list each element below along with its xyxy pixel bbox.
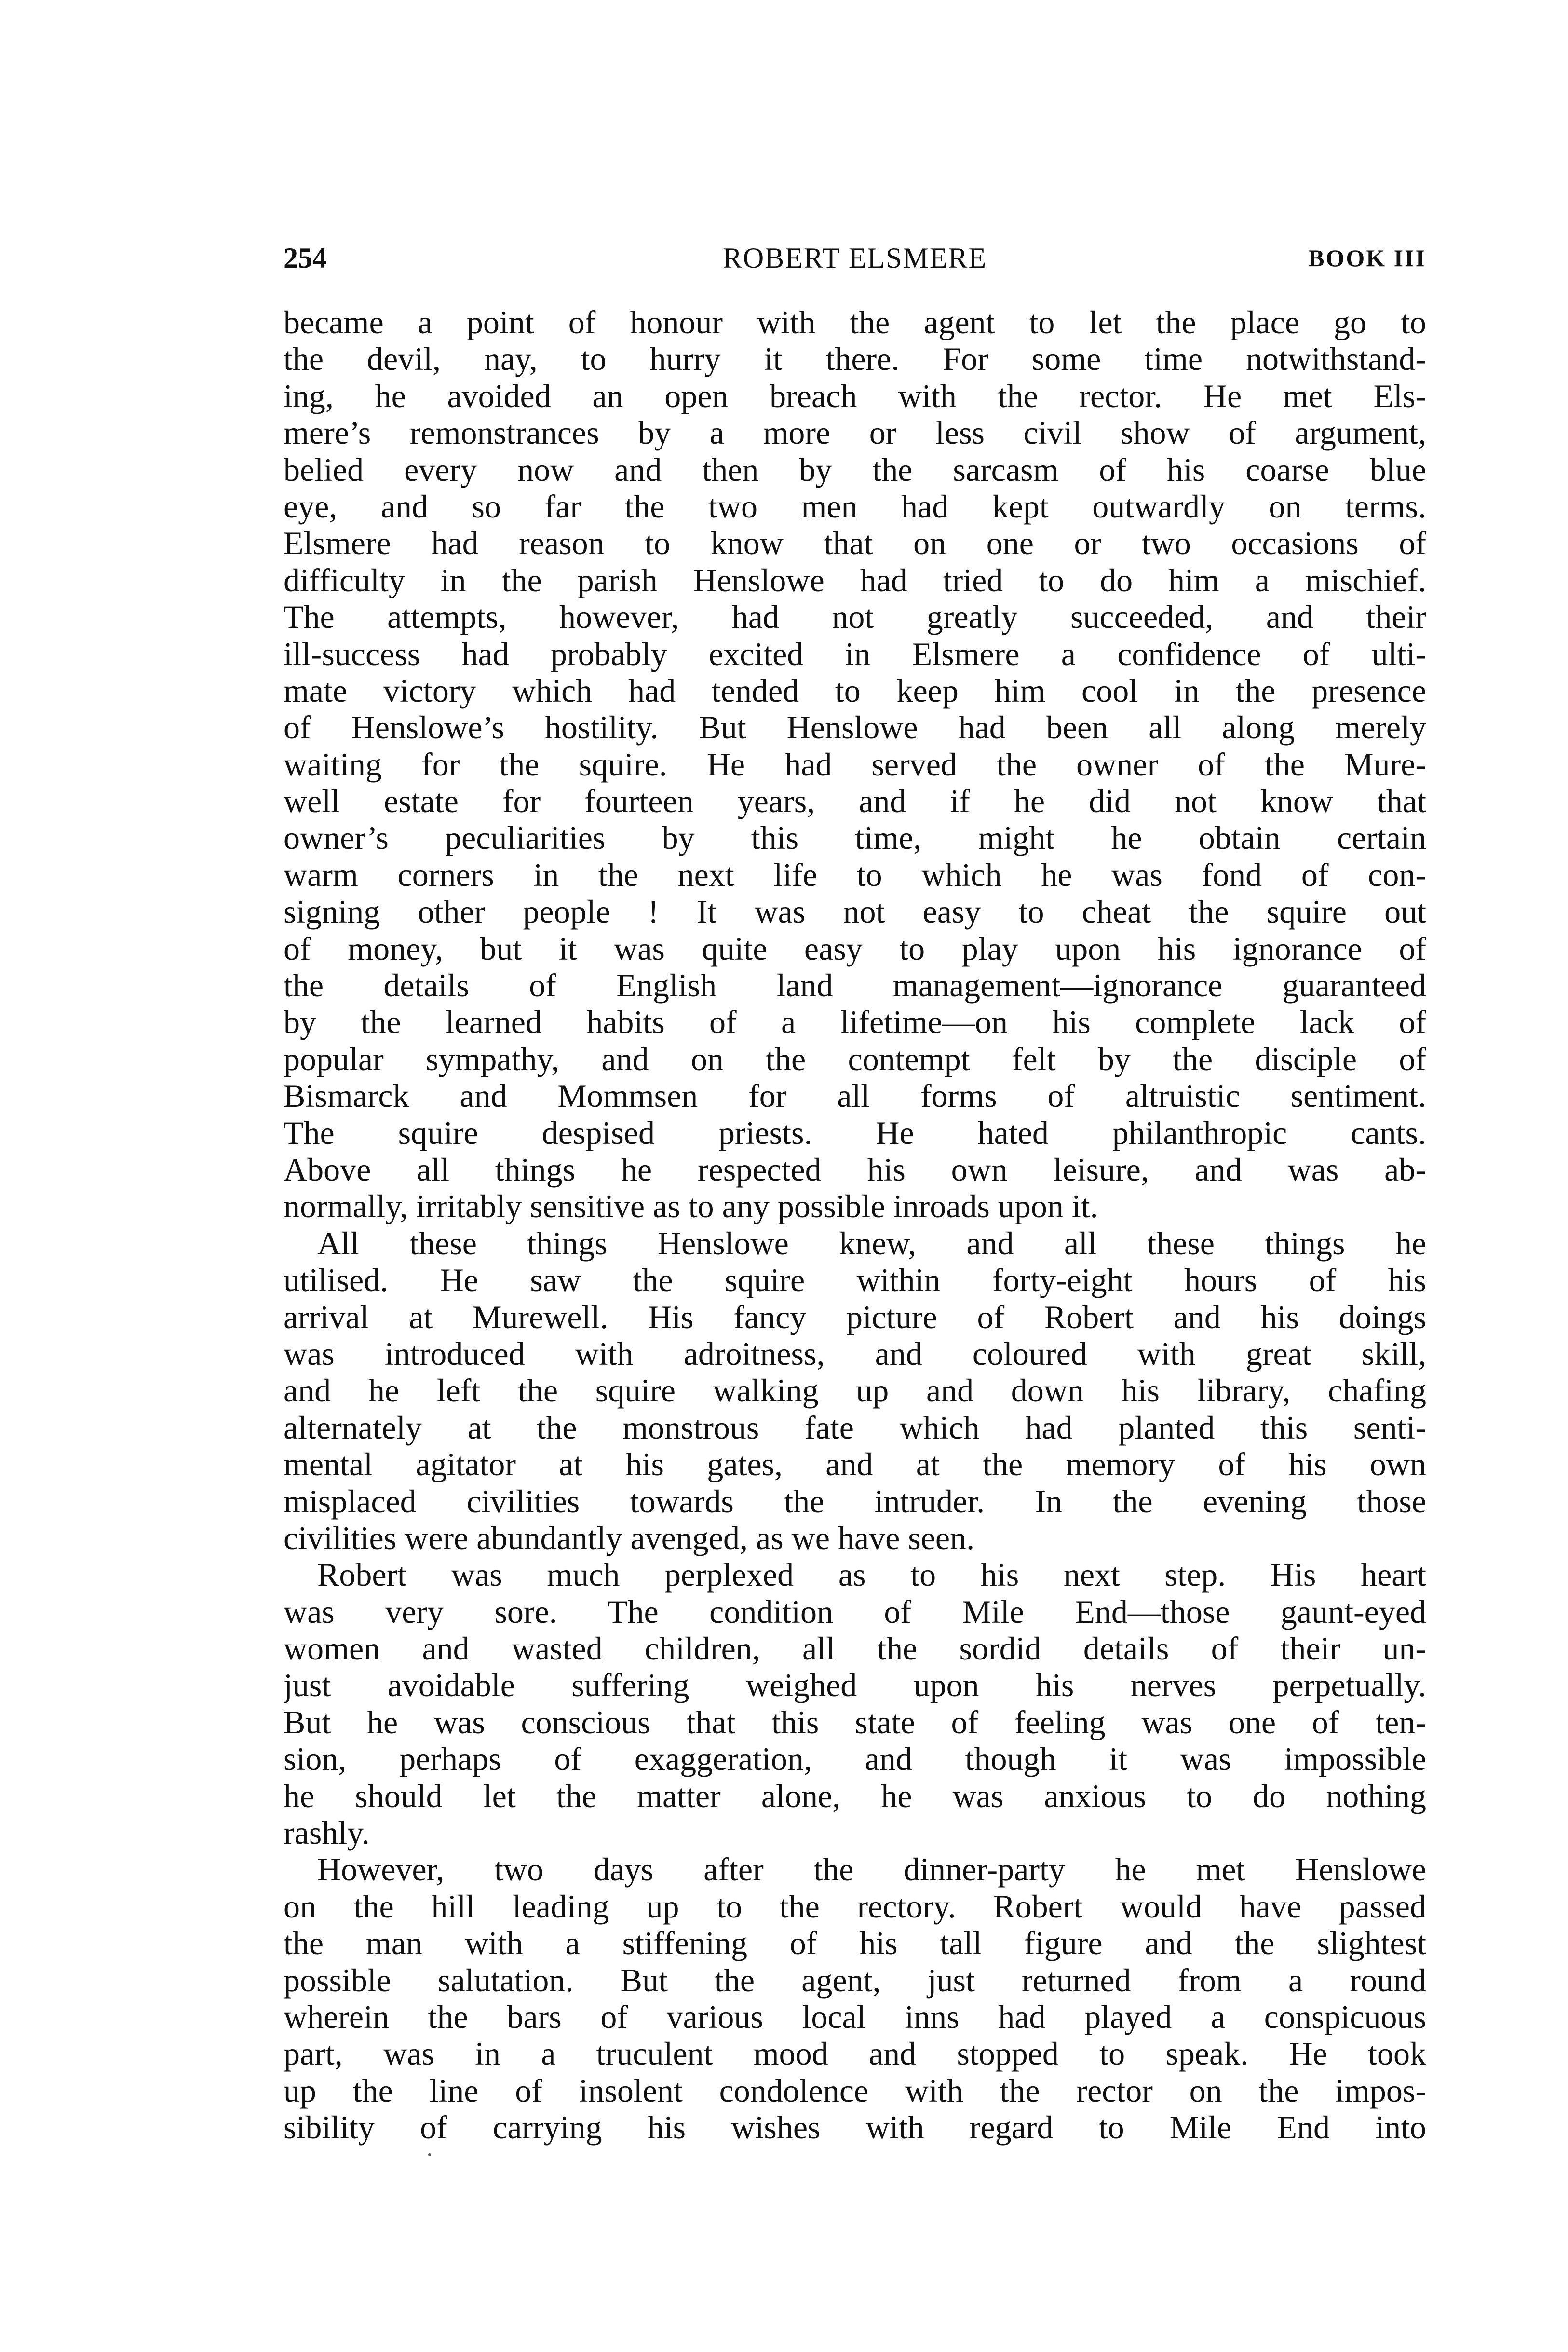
text-line: by the learned habits of a lifetime—on his complete lack of [284,1004,1426,1041]
paragraph-start-line: However, two days after the dinner-party he met Henslowe [317,1851,1426,1888]
text-line: was introduced with adroitness, and coloured with great skill, [284,1335,1426,1372]
text-line: belied every now and then by the sarcasm of his coarse blue [284,451,1426,488]
text-line: Elsmere had reason to know that on one or two occasions of [284,525,1426,562]
text-line: up the line of insolent condolence with the rector on the impos- [284,2072,1426,2109]
text-line: wherein the bars of various local inns had played a conspicuous [284,1998,1426,2035]
text-line: The squire despised priests. He hated philanthropic cants. [284,1114,1426,1151]
text-line: ill-success had probably excited in Elsmere a confidence of ulti- [284,635,1426,672]
text-line: misplaced civilities towards the intruder. In the evening those [284,1482,1426,1520]
text-line: utilised. He saw the squire within forty-eight hours of his [284,1262,1426,1299]
text-line: he should let the matter alone, he was anxious to do nothing [284,1777,1426,1814]
book-part-label: BOOK III [1308,245,1426,272]
text-line: arrival at Murewell. His fancy picture of Robert and his doings [284,1298,1426,1335]
text-line: the details of English land management—ignorance guaranteed [284,967,1426,1004]
text-line: and he left the squire walking up and down his library, chafing [284,1372,1426,1409]
text-line: the man with a stiffening of his tall figure and the slightest [284,1925,1426,1962]
text-line: But he was conscious that this state of feeling was one of ten- [284,1703,1426,1740]
text-line: of Henslowe’s hostility. But Henslowe had been all along merely [284,709,1426,746]
text-line: popular sympathy, and on the contempt felt by the disciple of [284,1040,1426,1077]
text-line: rashly. [284,1814,370,1851]
text-line: warm corners in the next life to which he was fond of con- [284,856,1426,893]
text-line: mental agitator at his gates, and at the memory of his own [284,1446,1426,1483]
paragraph-start-line: Robert was much perplexed as to his next step. His heart [317,1556,1426,1593]
text-line: normally, irritably sensitive as to any possible inroads upon it. [284,1188,1098,1225]
text-line: part, was in a truculent mood and stopped to speak. He took [284,2035,1426,2072]
page-number: 254 [284,242,327,274]
body-text [284,304,1426,2146]
text-line: eye, and so far the two men had kept outwardly on terms. [284,488,1426,525]
text-line: of money, but it was quite easy to play upon his ignorance of [284,930,1426,967]
paragraph-start-line: All these things Henslowe knew, and all these things he [317,1224,1426,1262]
text-line: civilities were abundantly avenged, as we have seen. [284,1519,975,1556]
text-line: well estate for fourteen years, and if he did not know that [284,783,1426,820]
text-line: waiting for the squire. He had served the owner of the Mure- [284,746,1426,783]
text-line: alternately at the monstrous fate which had planted this senti- [284,1409,1426,1446]
text-line: women and wasted children, all the sordid details of their un- [284,1630,1426,1667]
text-line: Bismarck and Mommsen for all forms of altruistic sentiment. [284,1077,1426,1115]
text-line: difficulty in the parish Henslowe had tried to do him a mischief. [284,561,1426,598]
text-line: ing, he avoided an open breach with the rector. He met Els- [284,377,1426,414]
text-line: just avoidable suffering weighed upon his nerves perpetually. [284,1667,1426,1704]
text-line: possible salutation. But the agent, just returned from a round [284,1961,1426,1999]
text-line: became a point of honour with the agent to let the place go to [284,304,1426,340]
text-line: signing other people ! It was not easy to cheat the squire out [284,893,1426,930]
text-line: Above all things he respected his own leisure, and was ab- [284,1151,1426,1188]
text-line: mere’s remonstrances by a more or less civil show of argument, [284,414,1426,451]
running-header [284,236,1426,280]
text-line: sion, perhaps of exaggeration, and though it was impossible [284,1740,1426,1778]
text-line: sibility of carrying his wishes with regard to Mile End into [284,2109,1426,2146]
text-line: owner’s peculiarities by this time, might he obtain certain [284,819,1426,857]
text-line: on the hill leading up to the rectory. Robert would have passed [284,1888,1426,1925]
text-line: mate victory which had tended to keep him cool in the presence [284,672,1426,709]
ink-speck [428,2153,431,2156]
running-title: ROBERT ELSMERE [722,242,987,274]
text-line: The attempts, however, had not greatly succeeded, and their [284,598,1426,636]
text-line: the devil, nay, to hurry it there. For some time notwithstand- [284,340,1426,378]
text-line: was very sore. The condition of Mile End—those gaunt-eyed [284,1593,1426,1630]
